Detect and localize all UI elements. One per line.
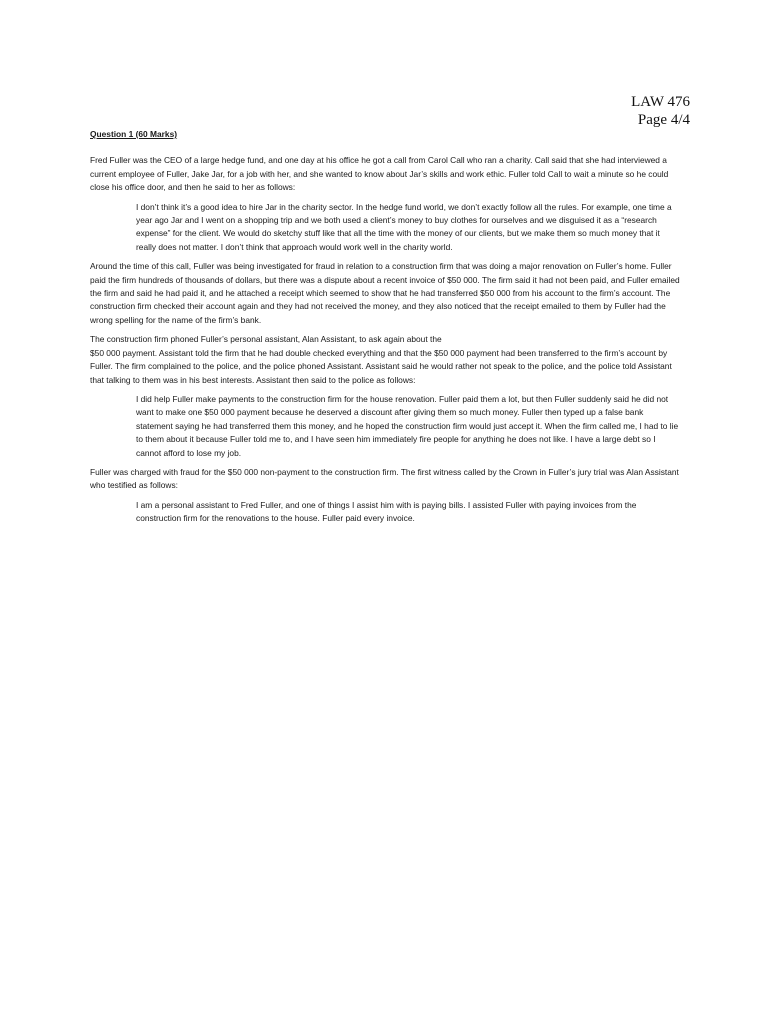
page-number: Page 4/4 [637,112,690,128]
question-title: Question 1 (60 Marks) [90,129,178,139]
paragraph-investigation: Around the time of this call, Fuller was being investigated for fraud in relation to a construction firm that was doing a major renovation on Fuller’s home. Fuller paid the firm hundreds of thousands of dollars, but there was a dispute about a recent invoice of $50 000. The firm said it had not been paid, and Fuller emailed the firm and said he had paid it, and he attached a receipt which seemed to show that he had transferred $50 000 from his account to the firm’s account. The construction firm checked their account again and they had not received the money, and they also noticed that the receipt emailed to them by Fuller had the wrong spelling for the name of the firm’s bank. [90,261,680,325]
quote-assistant-police-statement: I did help Fuller make payments to the construction firm for the house renovation. Fuller paid them a lot, but then Fuller suddenly said he did not want to make one $50 000 payment because he deserved a discount after giving them so much money. Fuller then typed up a false bank statement saying he had transferred them this money, and he hoped the construction firm would just accept it. When the firm called me, I had to lie to them about it because Fuller told me to, and I have seen him immediately fire people for anything he does not like. I have a large debt so I cannot afford to lose my job. [136,393,679,458]
document-body [90,128,682,532]
quote-assistant-testimony: I am a personal assistant to Fred Fuller, and one of things I assist him with is paying bills. I assisted Fuller with paying invoices from the construction firm for the renovations to the house. Fuller paid every invoice. [136,499,637,524]
paragraph-intro: Fred Fuller was the CEO of a large hedge fund, and one day at his office he got a call from Carol Call who ran a charity. Call said that she had interviewed a current employee of Fuller, Jake Jar, for a job with her, and she wanted to know about Jar’s skills and work ethic. Fuller told Call to wait a minute so he could close his office door, and then he said to her as follows: [90,155,669,193]
paragraph-charge: Fuller was charged with fraud for the $50 000 non-payment to the construction firm. The first witness called by the Crown in Fuller’s jury trial was Alan Assistant who testified as follows: [90,466,679,491]
page-header [631,93,690,129]
paragraph-assistant-call-rest: $50 000 payment. Assistant told the firm that he had double checked everything and that the $50 000 payment had been transferred to the firm’s account by Fuller. The firm complained to the police, and the police phoned Assistant. Assistant said he would rather not speak to the police, and the police told Assistant that talking to them was in his best interests. Assistant then said to the police as follows: [90,347,672,385]
quote-fuller-statement: I don’t think it’s a good idea to hire Jar in the charity sector. In the hedge fund world, we don’t exactly follow all the rules. For example, one time a year ago Jar and I went on a shopping trip and we both used a client’s money to buy clothes for ourselves and we disguised it as a “research expense” for the client. We would do sketchy stuff like that all the time with the money of our clients, but we make them so much money that it really does not matter. I don’t think that approach would work well in the charity world. [136,201,672,252]
paragraph-assistant-call-line1: The construction firm phoned Fuller’s personal assistant, Alan Assistant, to ask again about the [90,334,442,345]
course-code: LAW 476 [631,94,690,110]
paragraph-assistant-call [90,333,682,387]
